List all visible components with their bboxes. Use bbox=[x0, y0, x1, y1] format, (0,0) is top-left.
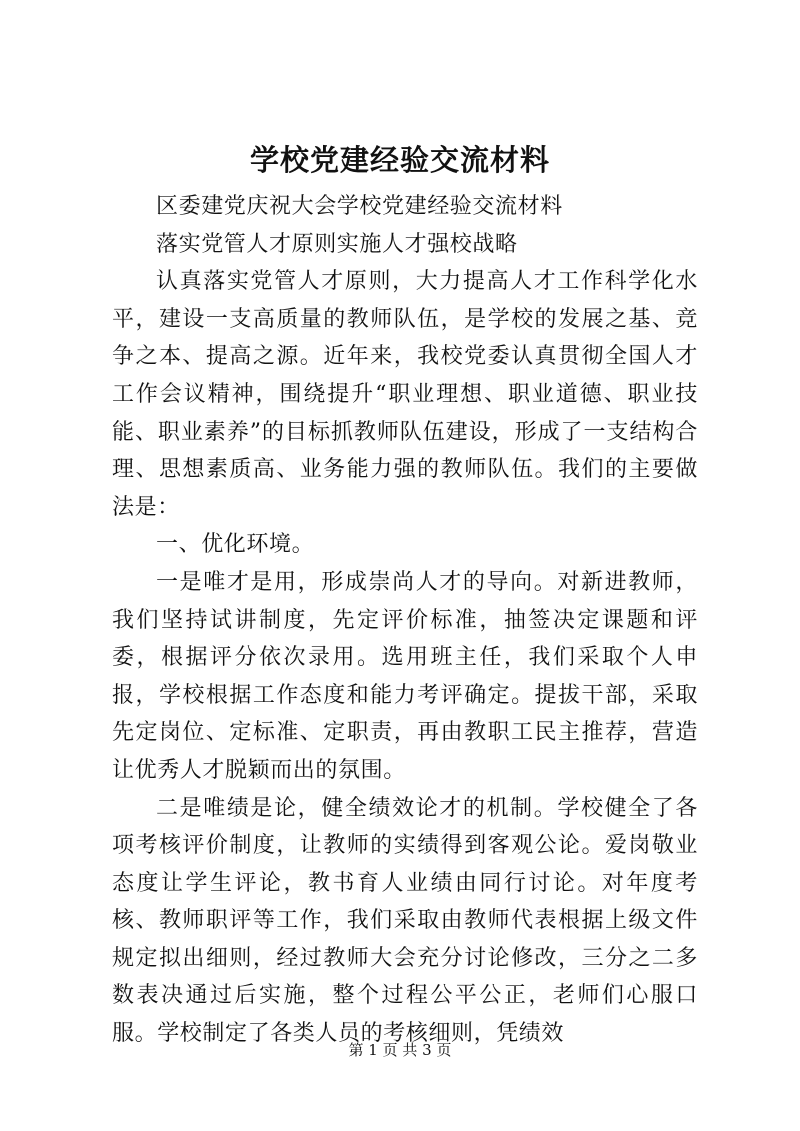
body-paragraph: 二是唯绩是论，健全绩效论才的机制。学校健全了各项考核评价制度，让教师的实绩得到客观公论。爱岗敬业态度让学生评论，教书育人业绩由同行讨论。对年度考核、教师职评等工作，我们采取由教师代表根据上级文件规定拟出细则，经过教师大会充分讨论修改，三分之二多数表决通过后实施，整个过程公平公正，老师们心服口服。学校制定了各类人员的考核细则，凭绩效 bbox=[112, 795, 698, 1047]
document-body bbox=[112, 188, 698, 1053]
document-title: 学校党建经验交流材料 bbox=[249, 143, 550, 177]
heading-paragraph: 落实党管人才原则实施人才强校战略 bbox=[156, 231, 518, 257]
body-paragraph: 一是唯才是用，形成崇尚人才的导向。对新进教师，我们坚持试讲制度，先定评价标准，抽签决定课题和评委，根据评分依次录用。选用班主任，我们采取个人申报，学校根据工作态度和能力考评确定。提拔干部，采取先定岗位、定标准、定职责，再由教职工民主推荐，营造让优秀人才脱颖而出的氛围。 bbox=[112, 569, 698, 783]
page-number-footer: 第 1 页 共 3 页 bbox=[348, 1041, 452, 1059]
section-heading: 一、优化环境。 bbox=[156, 532, 315, 558]
subtitle-paragraph: 区委建党庆祝大会学校党建经验交流材料 bbox=[156, 194, 563, 219]
body-paragraph: 认真落实党管人才原则，大力提高人才工作科学化水平，建设一支高质量的教师队伍，是学校的发展之基、竞争之本、提高之源。近年来，我校党委认真贯彻全国人才工作会议精神，围绕提升“职业理想、职业道德、职业技能、职业素养”的目标抓教师队伍建设，形成了一支结构合理、思想素质高、业务能力强的教师队伍。我们的主要做法是： bbox=[112, 269, 698, 520]
